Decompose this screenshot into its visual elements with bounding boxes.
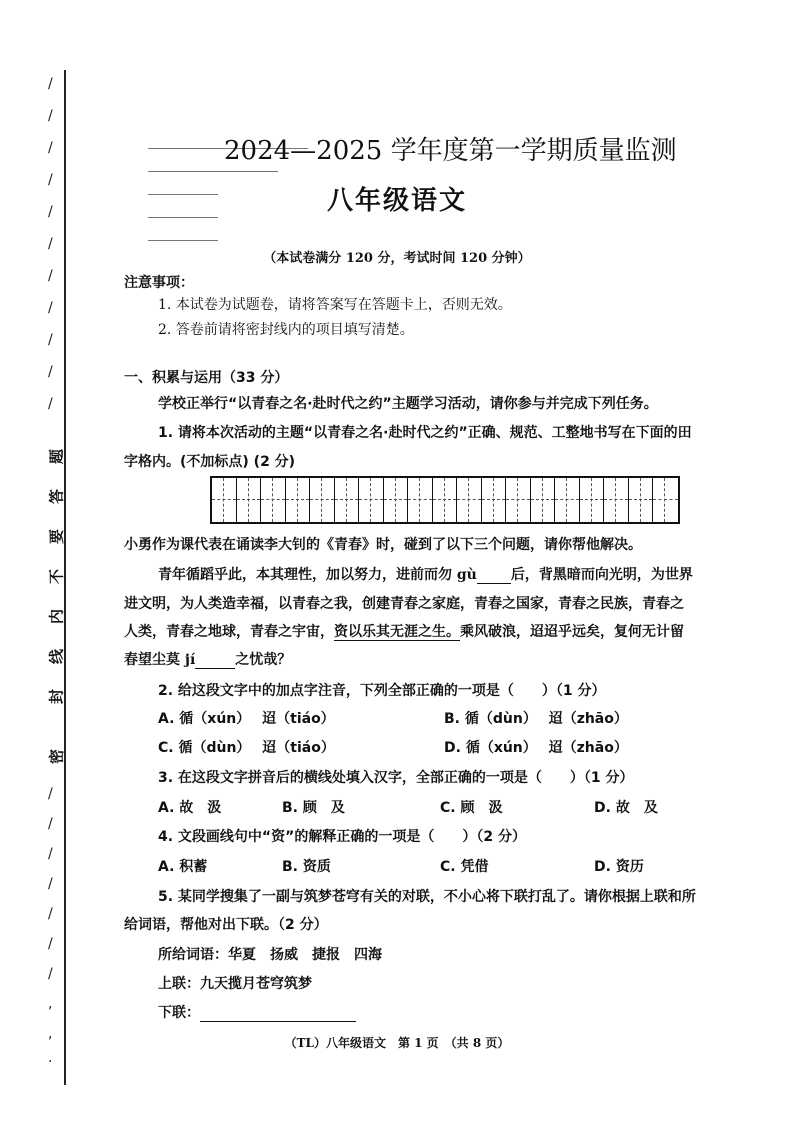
question-5-cont: 给词语，帮他对出下联。（2 分） xyxy=(124,917,328,933)
upper-couplet: 上联：九天揽月苍穹筑梦 xyxy=(158,976,312,992)
grid-cell[interactable] xyxy=(335,478,360,522)
exam-title: 2024—2025 学年度第一学期质量监测 xyxy=(224,136,677,166)
blank[interactable] xyxy=(195,654,235,669)
option-a[interactable]: A. 积蓄 xyxy=(158,859,208,875)
option-b[interactable]: B. 资质 xyxy=(282,859,331,875)
grid-cell[interactable] xyxy=(384,478,409,522)
option-d[interactable]: D. 资历 xyxy=(594,859,644,875)
answer-line[interactable] xyxy=(200,1007,356,1022)
section-heading: 一、积累与运用（33 分） xyxy=(124,370,289,386)
seal-char: 不 xyxy=(47,569,66,585)
option-c[interactable]: C. 凭借 xyxy=(440,859,489,875)
option-b[interactable]: B. 顾 及 xyxy=(282,800,345,816)
underlined-sentence: 资以乐其无涯之生。 xyxy=(334,624,460,640)
option-c[interactable]: C. 循（dùn） 迢（tiáo） xyxy=(158,740,335,756)
question-4: 4. 文段画线句中“资”的解释正确的一项是（ ）（2 分） xyxy=(158,829,526,845)
blank[interactable] xyxy=(477,569,511,584)
option-d[interactable]: D. 故 及 xyxy=(594,800,658,816)
lower-couplet: 下联： xyxy=(158,1002,356,1022)
grid-cell[interactable] xyxy=(433,478,458,522)
notes-heading: 注意事项： xyxy=(124,275,194,291)
question-1: 1. 请将本次活动的主题“以青春之名·赴时代之约”正确、规范、工整地书写在下面的田 xyxy=(158,425,692,441)
option-a[interactable]: A. 循（xún） 迢（tiáo） xyxy=(158,711,335,727)
passage-line: 春望尘莫 jí 之忧哉？ xyxy=(124,652,292,668)
seal-char: 要 xyxy=(47,529,66,545)
grid-cell[interactable] xyxy=(531,478,556,522)
seal-char: 答 xyxy=(47,489,66,505)
option-a[interactable]: A. 故 汲 xyxy=(158,800,222,816)
note-item: 2. 答卷前请将密封线内的项目填写清楚。 xyxy=(158,322,414,338)
passage-line: 人类，青春之地球，青春之宇宙，资以乐其无涯之生。乘风破浪，迢迢乎远矣，复何无计留 xyxy=(124,624,684,640)
grid-cell[interactable] xyxy=(261,478,286,522)
grid-cell[interactable] xyxy=(212,478,237,522)
passage-line: 进文明，为人类造幸福，以青春之我，创建青春之家庭，青春之国家，青春之民族，青春之 xyxy=(124,596,684,612)
passage-line: 青年循蹈乎此，本其理性，加以努力，进前而勿 gù 后，背黑暗而向光明，为世界 xyxy=(158,567,693,583)
page-footer: （TL）八年级语文 第 1 页 （共 8 页） xyxy=(284,1036,510,1050)
question-1-cont: 字格内。(不加标点) (2 分) xyxy=(124,454,296,470)
seal-char: 内 xyxy=(47,609,66,625)
seal-margin: / / / / / / / / / / / 题 答 要 不 内 线 封 密 / / / / / / / , , . xyxy=(47,76,66,1066)
seal-char: 封 xyxy=(47,689,66,705)
grid-cell[interactable] xyxy=(237,478,262,522)
option-d[interactable]: D. 循（xún） 迢（zhāo） xyxy=(444,740,628,756)
grid-cell[interactable] xyxy=(286,478,311,522)
grid-cell[interactable] xyxy=(580,478,605,522)
exam-subtitle: 八年级语文 xyxy=(326,186,467,216)
option-c[interactable]: C. 顾 汲 xyxy=(440,800,503,816)
section-intro: 学校正举行“以青春之名·赴时代之约”主题学习活动，请你参与并完成下列任务。 xyxy=(158,396,658,412)
grid-cell[interactable] xyxy=(310,478,335,522)
grid-cell[interactable] xyxy=(482,478,507,522)
option-b[interactable]: B. 循（dùn） 迢（zhāo） xyxy=(444,711,628,727)
note-item: 1. 本试卷为试题卷，请将答案写在答题卡上，否则无效。 xyxy=(158,297,512,313)
question-5: 5. 某同学搜集了一副与筑梦苍穹有关的对联，不小心将下联打乱了。请你根据上联和所 xyxy=(158,889,696,905)
passage-lead: 小勇作为课代表在诵读李大钊的《青春》时，碰到了以下三个问题，请你帮他解决。 xyxy=(124,537,642,553)
seal-char: 题 xyxy=(47,449,66,465)
grid-cell[interactable] xyxy=(555,478,580,522)
grid-cell[interactable] xyxy=(408,478,433,522)
exam-info: （本试卷满分 120 分，考试时间 120 分钟） xyxy=(263,251,531,266)
grid-cell[interactable] xyxy=(629,478,654,522)
given-words: 所给词语：华夏 扬威 捷报 四海 xyxy=(158,947,382,963)
seal-char: 线 xyxy=(47,649,66,665)
question-2: 2. 给这段文字中的加点字注音，下列全部正确的一项是（ ）（1 分） xyxy=(158,683,606,699)
grid-cell[interactable] xyxy=(653,478,678,522)
grid-cell[interactable] xyxy=(506,478,531,522)
writing-grid[interactable] xyxy=(210,476,680,524)
grid-cell[interactable] xyxy=(604,478,629,522)
seal-char: 密 xyxy=(47,749,66,765)
grid-cell[interactable] xyxy=(359,478,384,522)
question-3: 3. 在这段文字拼音后的横线处填入汉字，全部正确的一项是（ ）（1 分） xyxy=(158,770,634,786)
grid-cell[interactable] xyxy=(457,478,482,522)
